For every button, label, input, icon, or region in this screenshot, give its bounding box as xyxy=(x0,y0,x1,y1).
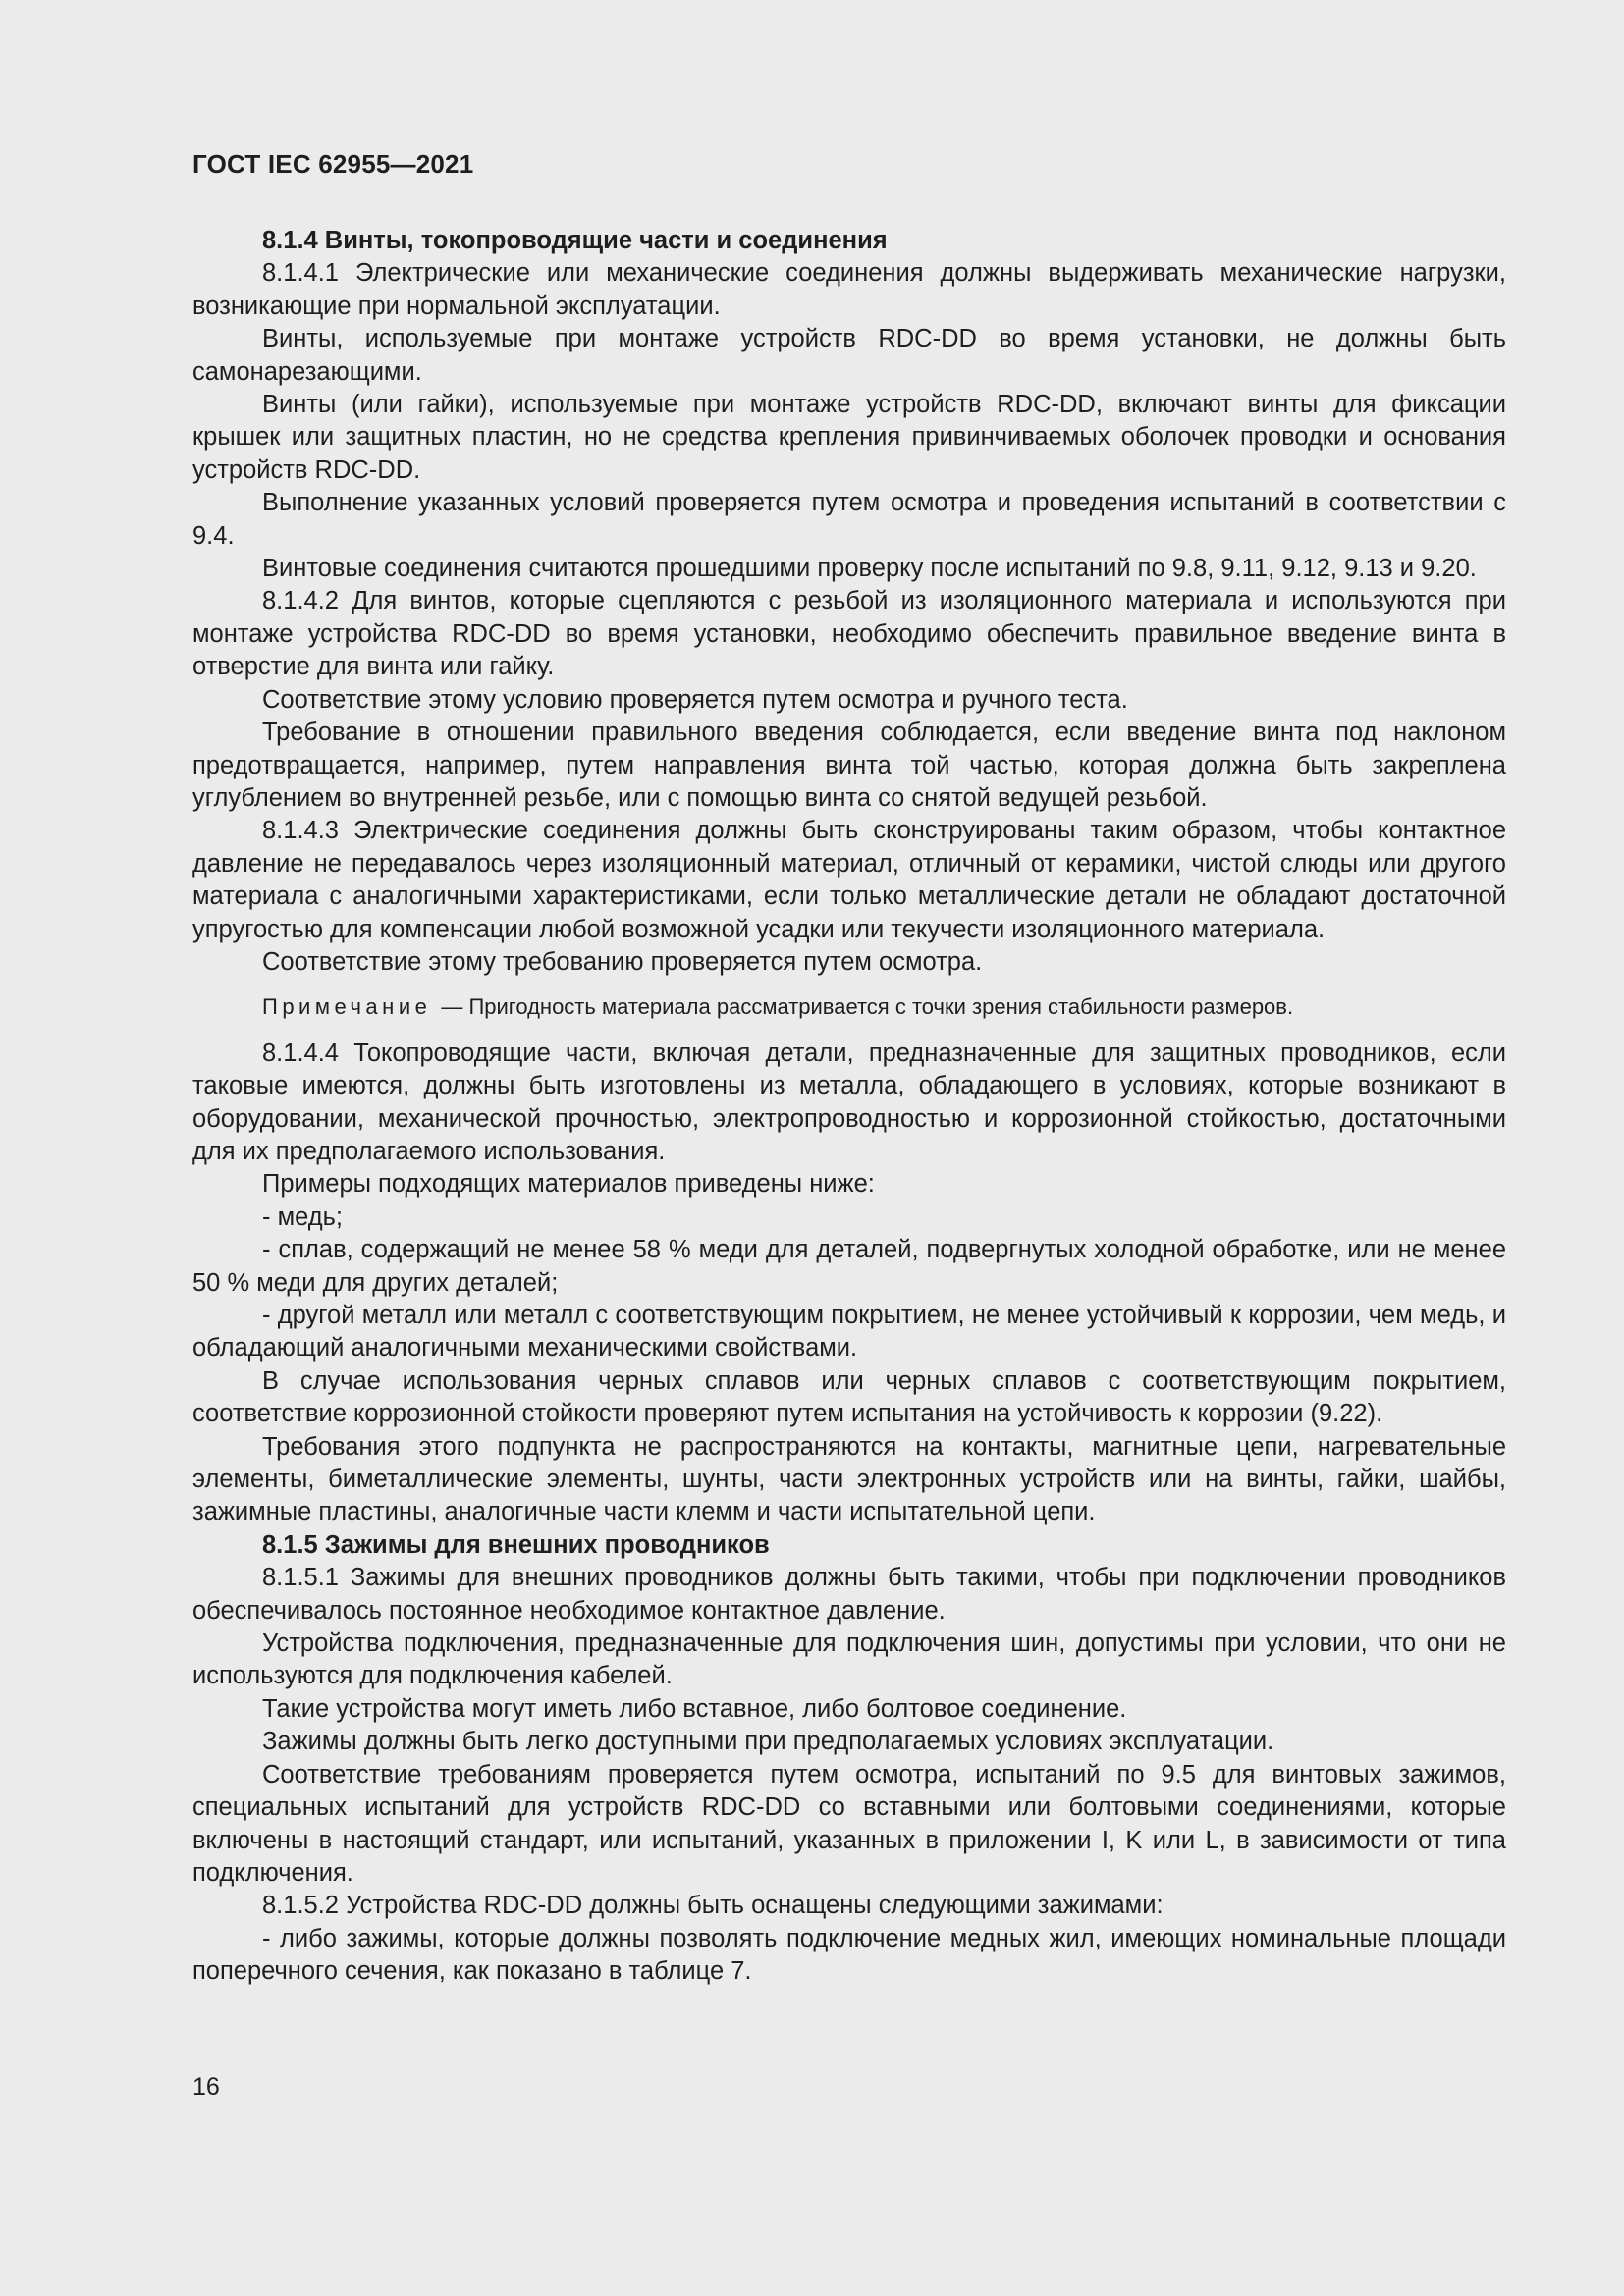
paragraph: Винтовые соединения считаются прошедшими проверку после испытаний по 9.8, 9.11, 9.12, 9.13 и 9.20. xyxy=(262,555,1477,583)
paragraph: Выполнение указанных условий проверяется путем осмотра и проведения испытаний в соответствии с 9.4. xyxy=(192,489,1506,550)
list-item: - другой металл или металл с соответствующим покрытием, не менее устойчивый к коррозии, чем медь, и обладающий аналогичными механическими свойствами. xyxy=(192,1302,1506,1362)
note xyxy=(192,990,1506,1023)
paragraph: В случае использования черных сплавов или черных сплавов с соответствующим покрытием, соответствие коррозионной стойкости проверяют путем испытания на устойчивость к коррозии (9.22). xyxy=(192,1366,1506,1428)
paragraph: 8.1.5.1 Зажимы для внешних проводников должны быть такими, чтобы при подключении проводников обеспечивалось постоянное необходимое контактное давление. xyxy=(192,1564,1506,1625)
note-label: Примечание xyxy=(262,994,432,1020)
paragraph: Зажимы должны быть легко доступными при предполагаемых условиях эксплуатации. xyxy=(262,1728,1274,1756)
list-item: - сплав, содержащий не менее 58 % меди для деталей, подвергнутых холодной обработке, или не менее 50 % меди для других деталей; xyxy=(192,1236,1506,1297)
paragraph: 8.1.5.2 Устройства RDC-DD должны быть оснащены следующими зажимами: xyxy=(262,1892,1164,1920)
list-item: - либо зажимы, которые должны позволять подключение медных жил, имеющих номинальные площади поперечного сечения, как показано в таблице 7. xyxy=(192,1924,1506,1986)
paragraph: Соответствие требованиям проверяется путем осмотра, испытаний по 9.5 для винтовых зажимов, специальных испытаний для устройств RDC-DD со вставными или болтовыми соединениями, которые включены в настоящий стандарт, или испытаний, указанных в приложении I, K или L, в зависимости от типа подключения. xyxy=(192,1760,1506,1887)
paragraph: 8.1.4.2 Для винтов, которые сцепляются с резьбой из изоляционного материала и используются при монтаже устройства RDC-DD во время установки, необходимо обеспечить правильное введение винта в отверстие для винта или гайку. xyxy=(192,587,1506,681)
document-body xyxy=(192,225,1506,1989)
paragraph: Винты (или гайки), используемые при монтаже устройств RDC-DD, включают винты для фиксации крышек или защитных пластин, но не средства крепления привинчиваемых оболочек проводки и основания устройств RDC-DD. xyxy=(192,391,1506,484)
paragraph: Такие устройства могут иметь либо вставное, либо болтовое соединение. xyxy=(262,1694,1127,1723)
paragraph: 8.1.4.1 Электрические или механические соединения должны выдерживать механические нагрузки, возникающие при нормальной эксплуатации. xyxy=(192,259,1506,320)
note-text: — Пригодность материала рассматривается с точки зрения стабильности размеров. xyxy=(441,994,1294,1020)
paragraph: Требования этого подпункта не распространяются на контакты, магнитные цепи, нагревательные элементы, биметаллические элементы, шунты, части электронных устройств или на винты, гайки, шайбы, зажимные пластины, аналогичные части клемм и части испытательной цепи. xyxy=(192,1432,1506,1526)
section-heading: 8.1.5 Зажимы для внешних проводников xyxy=(262,1530,770,1559)
list-item: - медь; xyxy=(262,1202,343,1231)
paragraph: Соответствие этому условию проверяется путем осмотра и ручного теста. xyxy=(262,685,1128,714)
paragraph: Винты, используемые при монтаже устройств RDC-DD во время установки, не должны быть самонарезающими. xyxy=(192,325,1506,386)
paragraph: Соответствие этому требованию проверяется путем осмотра. xyxy=(262,947,983,976)
paragraph: 8.1.4.4 Токопроводящие части, включая детали, предназначенные для защитных проводников, если таковые имеются, должны быть изготовлены из металла, обладающего в условиях, которые возникают в оборудовании, механической прочностью, электропроводностью и коррозионной стойкостью, достаточными для их предполагаемого использования. xyxy=(192,1039,1506,1165)
document-header: ГОСТ IEC 62955—2021 xyxy=(192,149,474,179)
page-number: 16 xyxy=(192,2073,220,2101)
paragraph: Требование в отношении правильного введения соблюдается, если введение винта под наклоном предотвращается, например, путем направления винта той частью, которая должна быть закреплена углублением во внутренней резьбе, или с помощью винта со снятой ведущей резьбой. xyxy=(192,719,1506,812)
section-heading: 8.1.4 Винты, токопроводящие части и соединения xyxy=(262,227,888,254)
paragraph: Примеры подходящих материалов приведены ниже: xyxy=(262,1170,875,1199)
paragraph: Устройства подключения, предназначенные для подключения шин, допустимы при условии, что они не используются для подключения кабелей. xyxy=(192,1629,1506,1690)
paragraph: 8.1.4.3 Электрические соединения должны быть сконструированы таким образом, чтобы контактное давление не передавалось через изоляционный материал, отличный от керамики, чистой слюды или другого материала с аналогичными характеристиками, если только металлические детали не обладают достаточной упругостью для компенсации любой возможной усадки или текучести изоляционного материала. xyxy=(192,817,1506,943)
